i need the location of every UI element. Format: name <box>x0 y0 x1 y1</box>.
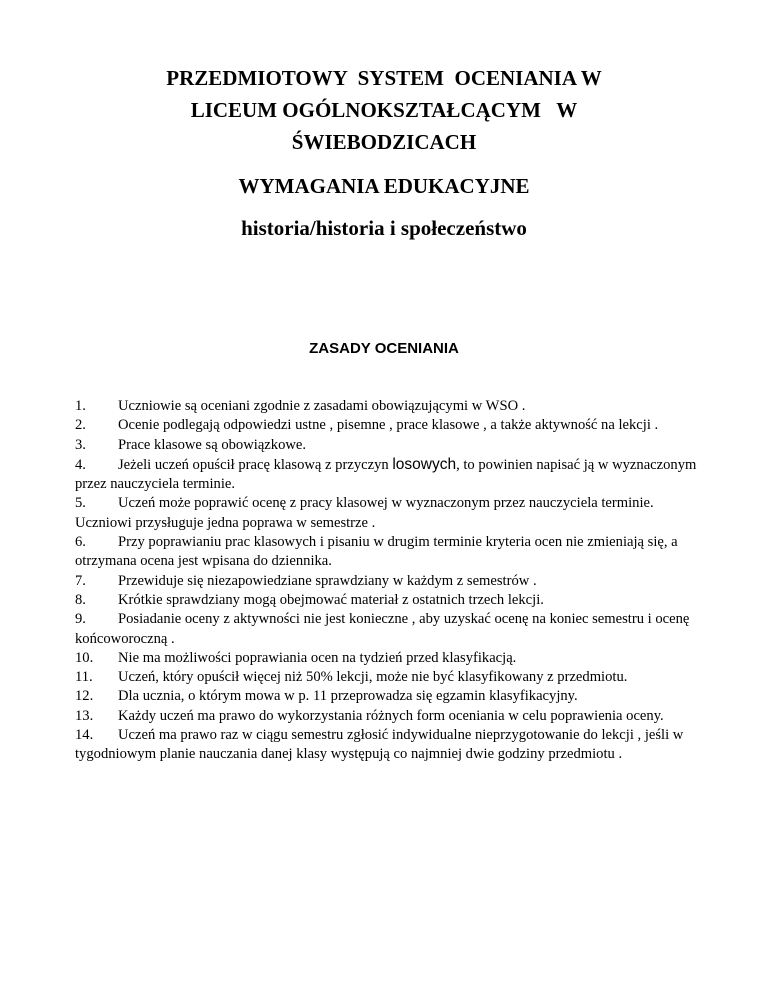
rule-text: Nie ma możliwości poprawiania ocen na tydzień przed klasyfikacją. <box>118 649 517 666</box>
rule-item <box>75 397 700 416</box>
rule-item <box>75 726 700 765</box>
rule-text: Każdy uczeń ma prawo do wykorzystania różnych form oceniania w celu poprawienia oceny. <box>118 707 664 724</box>
rule-item <box>75 668 700 687</box>
rule-item <box>75 494 700 533</box>
rule-text-before: Jeżeli uczeń opuścił pracę klasową z przyczyn <box>118 456 393 473</box>
rule-number: 1. <box>75 398 86 414</box>
rule-text: Uczeń może poprawić ocenę z pracy klasowej w wyznaczonym przez nauczyciela terminie. Uczniowi przysługuje jedna poprawa w semestrze . <box>75 495 654 531</box>
rule-text: Krótkie sprawdziany mogą obejmować materiał z ostatnich trzech lekcji. <box>118 591 544 608</box>
rule-item <box>75 455 700 495</box>
rule-text-after: , to powinien napisać ją w wyznaczonym przez nauczyciela terminie. <box>75 456 697 493</box>
rule-text: Dla ucznia, o którym mowa w p. 11 przeprowadza się egzamin klasyfikacyjny. <box>118 688 578 705</box>
rules-list <box>75 397 700 765</box>
rule-number: 10. <box>75 649 94 666</box>
title-line-1: PRZEDMIOTOWY SYSTEM OCENIANIA W <box>166 66 602 90</box>
rule-text: Uczniowie są oceniani zgodnie z zasadami obowiązującymi w WSO . <box>118 398 526 414</box>
rule-text: Przy poprawianiu prac klasowych i pisaniu w drugim terminie kryteria ocen nie zmieniają się, a otrzymana ocena jest wpisana do dziennika. <box>75 534 678 570</box>
section-heading: ZASADY OCENIANIA <box>309 340 459 357</box>
rule-text: Prace klasowe są obowiązkowe. <box>118 436 307 453</box>
rule-text: Uczeń ma prawo raz w ciągu semestru zgłosić indywidualne nieprzygotowanie do lekcji , jeśli w tygodniowym planie nauczania danej klasy występują co najmniej dwie godziny przedmiotu . <box>75 727 684 763</box>
rule-item <box>75 610 700 649</box>
rule-item <box>75 572 700 591</box>
rule-number: 7. <box>75 572 86 589</box>
rule-number: 9. <box>75 611 86 628</box>
document-title <box>60 62 708 158</box>
rule-number: 3. <box>75 436 86 453</box>
rule-item <box>75 649 700 668</box>
rule-text: Ocenie podlegają odpowiedzi ustne , pisemne , prace klasowe , a także aktywność na lekcji . <box>118 417 659 434</box>
rule-number: 2. <box>75 417 86 434</box>
rule-item <box>75 687 700 706</box>
title-line-2: LICEUM OGÓLNOKSZTAŁCĄCYM W <box>190 98 578 122</box>
rule-number: 8. <box>75 591 86 608</box>
rule-item <box>75 436 700 455</box>
rule-text: Przewiduje się niezapowiedziane sprawdziany w każdym z semestrów . <box>118 572 537 589</box>
rule-text: Posiadanie oceny z aktywności nie jest konieczne , aby uzyskać ocenę na koniec semestru i ocenę końcoworoczną . <box>75 611 690 647</box>
rule-text: Uczeń, który opuścił więcej niż 50% lekcji, może nie być klasyfikowany z przedmiotu. <box>118 669 628 686</box>
rule-number: 5. <box>75 495 86 512</box>
rule-item <box>75 707 700 726</box>
rule-emphasis-word: losowych <box>392 455 457 473</box>
rule-item <box>75 533 700 572</box>
rule-item <box>75 591 700 610</box>
rule-number: 14. <box>75 727 94 744</box>
rule-number: 4. <box>75 456 86 473</box>
subject-name: historia/historia i społeczeństwo <box>241 216 527 240</box>
rule-item <box>75 416 700 435</box>
document-subtitle: WYMAGANIA EDUKACYJNE <box>238 174 530 198</box>
rule-number: 13. <box>75 707 94 724</box>
rule-number: 12. <box>75 688 94 705</box>
title-line-3: ŚWIEBODZICACH <box>291 130 477 154</box>
rule-number: 6. <box>75 534 86 551</box>
rule-number: 11. <box>75 669 93 686</box>
